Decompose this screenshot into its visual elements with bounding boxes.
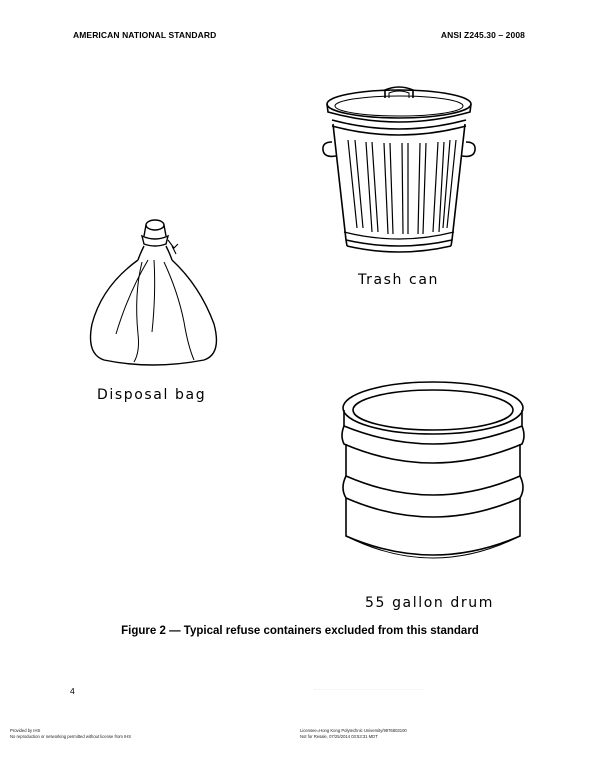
- footer-provider: [10, 728, 131, 740]
- trash-can-label: Trash can: [358, 272, 439, 288]
- page-number: 4: [70, 686, 75, 696]
- header-standard-name: AMERICAN NATIONAL STANDARD: [73, 30, 217, 40]
- drum-illustration: [338, 380, 528, 580]
- figure-caption: Figure 2 — Typical refuse containers excluded from this standard: [121, 625, 479, 637]
- footer-license: [300, 728, 407, 740]
- scan-artifact: [314, 689, 424, 692]
- header-standard-number: ANSI Z245.30 – 2008: [440, 30, 525, 40]
- footer-license-line1: Licensee=Hong Kong Polytechnic University/9976803100: [300, 728, 407, 733]
- footer-provider-line1: Provided by IHS: [10, 728, 41, 733]
- disposal-bag-label: Disposal bag: [97, 387, 207, 403]
- footer-provider-line2: No reproduction or networking permitted without license from IHS: [10, 734, 132, 739]
- trash-can-illustration: [318, 80, 480, 260]
- disposal-bag-illustration: [82, 214, 222, 370]
- drum-label: 55 gallon drum: [365, 595, 494, 611]
- footer-license-line2: Not for Resale, 07/25/2014 03:53:31 MDT: [300, 734, 378, 739]
